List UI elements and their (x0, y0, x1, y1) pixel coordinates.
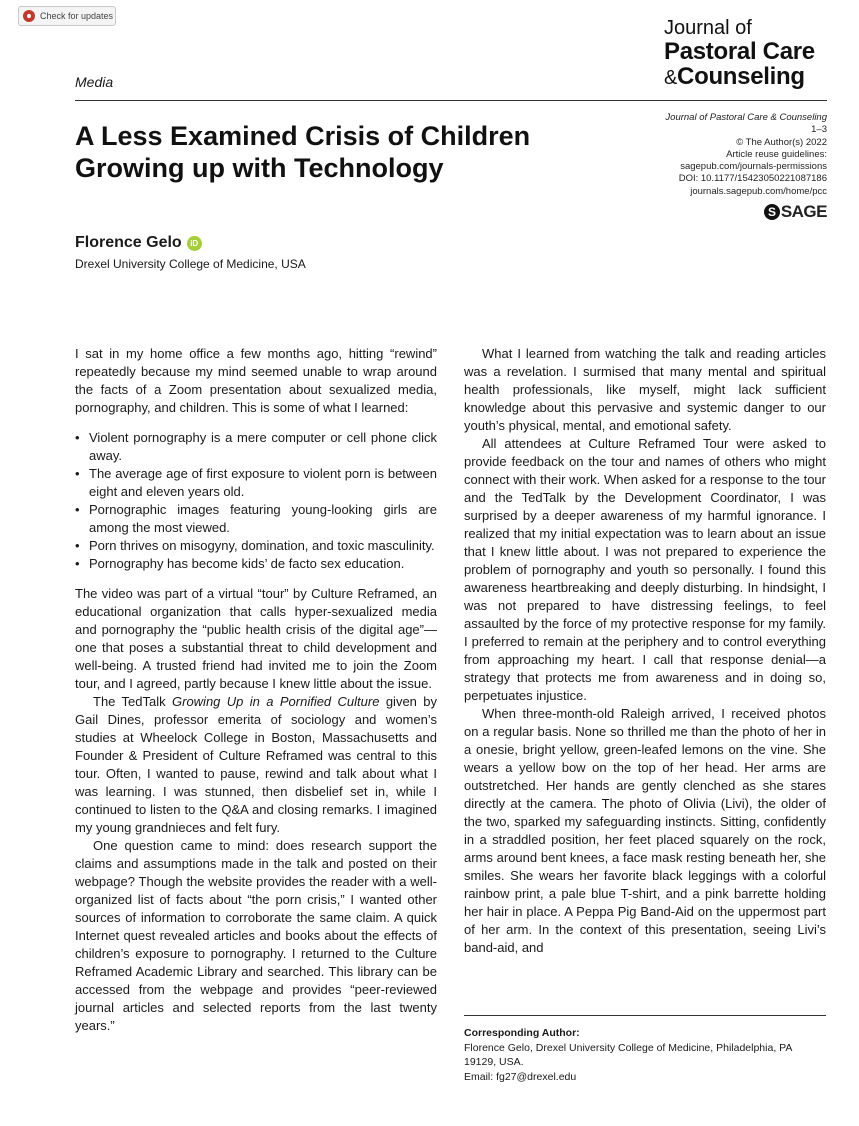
orcid-icon[interactable]: iD (187, 236, 202, 251)
right-column (464, 345, 826, 957)
journal-logo-line1: Journal of (664, 17, 752, 39)
list-item: • The average age of first exposure to violent porn is between eight and eleven years old. (75, 465, 437, 501)
list-item: • Porn thrives on misogyny, domination, and toxic masculinity. (75, 537, 437, 555)
left-paragraph-2: The video was part of a virtual “tour” by Culture Reframed, an educational organization that calls hyper-sexualized media and pornography the “public health crisis of the digital age”—one that poses a substantial threat to child development and well-being. A trusted friend had invited me to join the Zoom tour, and I agreed, partly because I knew little about the issue. (75, 586, 437, 691)
sage-circle-icon: S (764, 204, 780, 220)
meta-doi[interactable]: DOI: 10.1177/15423050221087186 (678, 173, 827, 185)
left-paragraph-3-rest: given by Gail Dines, professor emerita of sociology and women’s studies at Wheelock College in Boston, Massachusetts and Founder & President of Culture Reframed was central to this tour. Often, I wanted to pause, rewind and talk about what I was learning. I was stunned, then disbelief set in, while I continued to listen to the Q&A and closing remarks. I imagined my young grandnieces and felt fury. (75, 694, 438, 835)
footnote-divider (464, 1015, 826, 1016)
check-for-updates-label: Check for updates (40, 11, 114, 21)
footnote-email[interactable]: Email: fg27@drexel.edu (464, 1070, 577, 1083)
findings-list (75, 429, 437, 573)
left-paragraph-3 (75, 693, 437, 837)
journal-logo-line2: Pastoral Care (664, 38, 815, 65)
article-title: A Less Examined Crisis of Children Growing up with Technology (75, 121, 531, 183)
journal-logo-line3 (664, 65, 815, 90)
section-label: Media (75, 74, 114, 90)
left-paragraph-4: One question came to mind: does research support the claims and assumptions made in the talk and posted on their webpage? Though the website provides the reader with a well-organized list of facts about “the porn crisis,” I wanted other sources of information to corroborate the same claim. A quick Internet quest revealed articles and books about the effects of children’s exposure to pornography. I returned to the Culture Reframed Academic Library and searched. This library can be accessed from the webpage and provides “peer-reviewed journal articles and selected reports from the last twenty years.” (75, 838, 437, 1033)
left-paragraph-1: I sat in my home office a few months ago, hitting “rewind” repeatedly because my mind seemed unable to wrap around the facts of a Zoom presentation about sexualized media, pornography, and children. This is some of what I learned: (75, 346, 437, 415)
header-divider (75, 100, 827, 101)
journal-logo-ampersand: & (664, 67, 678, 89)
author-name-text: Florence Gelo (75, 234, 182, 251)
right-paragraph-3: When three-month-old Raleigh arrived, I received photos on a regular basis. None so thrilled me than the photo of her in a onesie, bright yellow, green-leafed lemons on the vine. She wears a yellow bow on the top of her head. Her arms are outstretched. Her hands are gently clenched as she stares directly at the camera. The photo of Olivia (Livi), the older of the two, sparked my safeguarding instincts. Sitting, confidently in a straddled position, her feet placed squarely on the rock, arms around bent knees, a face mask resting beneath her, she smiles. She wears her favorite black leggings with a colorful rainbow print, a pale blue T-shirt, and a pink barrette holding her hair in place. A Peppa Pig Band-Aid on the uppermost part of her arm. In the context of this presentation, seeing Livi’s band-aid, and (464, 706, 826, 955)
meta-reuse-link[interactable]: sagepub.com/journals-permissions (680, 161, 827, 173)
left-column (75, 345, 437, 1035)
sage-wordmark: SAGE (780, 201, 827, 221)
sage-logo (764, 201, 827, 221)
right-paragraph-2: All attendees at Culture Reframed Tour were asked to provide feedback on the tour and names of others who might connect with their work. When asked for a response to the tour and the TedTalk by the Development Coordinator, I was surprised by a deeper awareness of my harmful ignorance. I realized that my initial expectation was to learn about an issue that I knew little about. I was not prepared to experience the problem of pornography and youth so personally. I found this awareness heartbreaking and deeply disturbing. In hindsight, I was not prepared to have distressing feelings, to feel assaulted by the force of my protective response for my family. I preferred to remain at the periphery and to control everything from approaching my heart. I call that response denial—a strategy that protects me from awareness and in doing so, perpetuates injustice. (464, 436, 826, 703)
journal-logo (664, 17, 815, 90)
article-meta (665, 112, 827, 220)
journal-logo-line3-text: Counseling (677, 63, 805, 90)
footnote-label: Corresponding Author: (464, 1027, 580, 1039)
talk-title: Growing Up in a Pornified Culture (172, 694, 380, 709)
right-paragraph-1: What I learned from watching the talk and reading articles was a revelation. I surmised that many mental and spiritual health professionals, like myself, might lack sufficient knowledge about this pervasive and systemic danger to our youth’s physical, mental, and emotional safety. (464, 346, 826, 433)
list-item: • Pornographic images featuring young-looking girls are among the most viewed. (75, 501, 437, 537)
footnote-address: Florence Gelo, Drexel University College of Medicine, Philadelphia, PA 19129, USA. (464, 1041, 792, 1068)
check-for-updates-button[interactable] (18, 6, 116, 26)
meta-home-link[interactable]: journals.sagepub.com/home/pcc (690, 185, 827, 197)
list-item: • Pornography has become kids’ de facto sex education. (75, 555, 437, 573)
author-name (75, 234, 202, 252)
meta-reuse-label: Article reuse guidelines: (726, 148, 827, 160)
meta-copyright: © The Author(s) 2022 (736, 136, 827, 148)
left-paragraph-3-start: The TedTalk (93, 694, 172, 709)
crossmark-icon (23, 10, 35, 22)
author-affiliation: Drexel University College of Medicine, USA (75, 257, 306, 271)
meta-journal-name: Journal of Pastoral Care & Counseling (665, 112, 827, 123)
corresponding-author-footnote (464, 1015, 826, 1084)
meta-pages: 1–3 (811, 124, 827, 136)
list-item: • Violent pornography is a mere computer or cell phone click away. (75, 429, 437, 465)
